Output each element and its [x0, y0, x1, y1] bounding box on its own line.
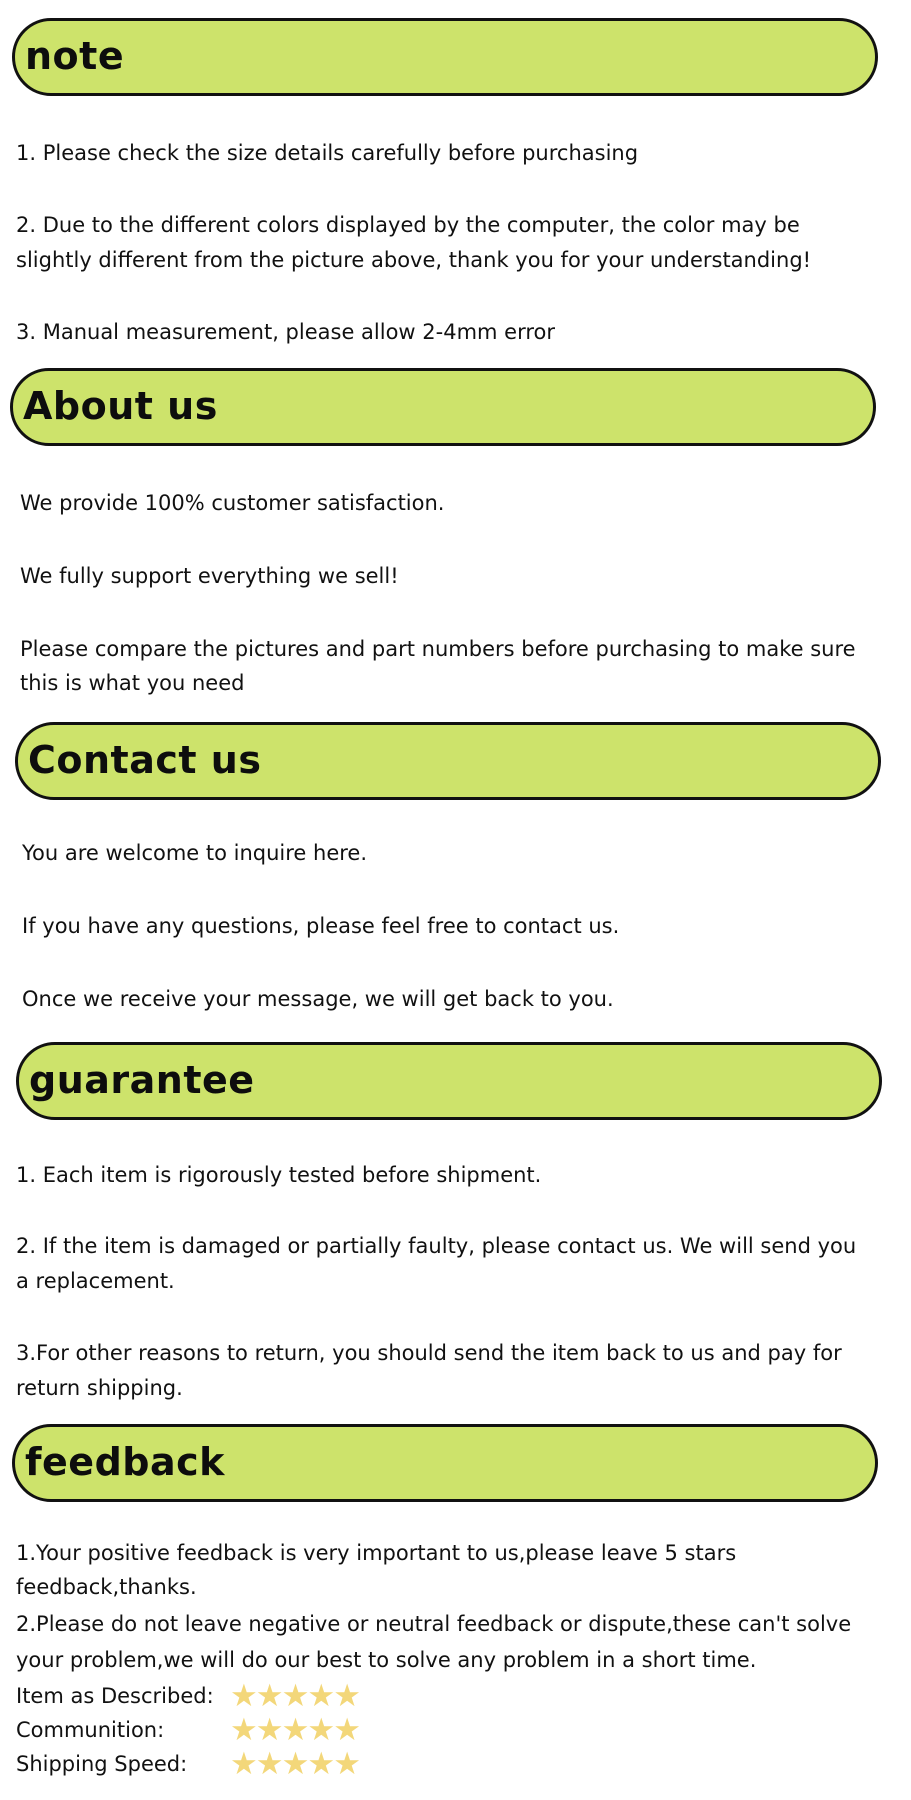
feedback-line-1: 1.Your positive feedback is very important to us,please leave 5 stars: [16, 1541, 737, 1565]
about-line-4: this is what you need: [20, 671, 245, 695]
star-icon: ★: [281, 1677, 308, 1714]
rating-row: [16, 1679, 359, 1713]
about-line-1: We provide 100% customer satisfaction.: [20, 491, 445, 515]
feedback-line-3: 2.Please do not leave negative or neutral feedback or dispute,these can't solve: [16, 1612, 852, 1636]
note-line-1: 1. Please check the size details carefully before purchasing: [16, 141, 639, 165]
about-title: About us: [23, 384, 218, 429]
about-banner: [10, 368, 876, 446]
rating-label-shipping-speed: Shipping Speed:: [16, 1752, 188, 1776]
star-rating: [230, 1711, 359, 1748]
note-line-3: slightly different from the picture above, thank you for your understanding!: [16, 248, 812, 272]
star-icon: ★: [307, 1677, 334, 1714]
star-icon: ★: [281, 1711, 308, 1748]
feedback-banner: [12, 1424, 878, 1502]
guarantee-title: guarantee: [29, 1058, 255, 1103]
star-icon: ★: [307, 1745, 334, 1782]
star-icon: ★: [255, 1745, 282, 1782]
note-title: note: [25, 34, 125, 79]
guarantee-line-3: a replacement.: [16, 1269, 175, 1293]
note-banner: [12, 18, 878, 96]
star-icon: ★: [307, 1711, 334, 1748]
star-icon: ★: [333, 1745, 359, 1782]
guarantee-line-1: 1. Each item is rigorously tested before shipment.: [16, 1163, 542, 1187]
star-icon: ★: [230, 1711, 256, 1748]
star-rating: [230, 1745, 359, 1782]
guarantee-line-4: 3.For other reasons to return, you should send the item back to us and pay for: [16, 1341, 842, 1365]
about-line-2: We fully support everything we sell!: [20, 564, 399, 588]
star-rating: [230, 1677, 359, 1714]
feedback-line-4: your problem,we will do our best to solve any problem in a short time.: [16, 1648, 757, 1672]
guarantee-line-5: return shipping.: [16, 1376, 183, 1400]
note-line-4: 3. Manual measurement, please allow 2-4mm error: [16, 320, 556, 344]
contact-title: Contact us: [28, 738, 262, 783]
rating-label-item-described: Item as Described:: [16, 1684, 214, 1708]
rating-label-communition: Communition:: [16, 1718, 165, 1742]
star-icon: ★: [230, 1677, 256, 1714]
contact-banner: [15, 722, 881, 800]
contact-line-2: If you have any questions, please feel free to contact us.: [22, 914, 620, 938]
guarantee-banner: [16, 1042, 882, 1120]
rating-row: [16, 1713, 359, 1747]
contact-line-3: Once we receive your message, we will get back to you.: [22, 987, 614, 1011]
star-icon: ★: [230, 1745, 256, 1782]
star-icon: ★: [255, 1677, 282, 1714]
rating-row: [16, 1747, 359, 1781]
guarantee-line-2: 2. If the item is damaged or partially faulty, please contact us. We will send you: [16, 1234, 857, 1258]
about-line-3: Please compare the pictures and part numbers before purchasing to make sure: [20, 637, 856, 661]
star-icon: ★: [333, 1677, 359, 1714]
note-line-2: 2. Due to the different colors displayed by the computer, the color may be: [16, 213, 800, 237]
star-icon: ★: [333, 1711, 359, 1748]
star-icon: ★: [255, 1711, 282, 1748]
feedback-title: feedback: [25, 1440, 225, 1485]
star-icon: ★: [281, 1745, 308, 1782]
contact-line-1: You are welcome to inquire here.: [22, 841, 368, 865]
feedback-line-2: feedback,thanks.: [16, 1575, 197, 1599]
